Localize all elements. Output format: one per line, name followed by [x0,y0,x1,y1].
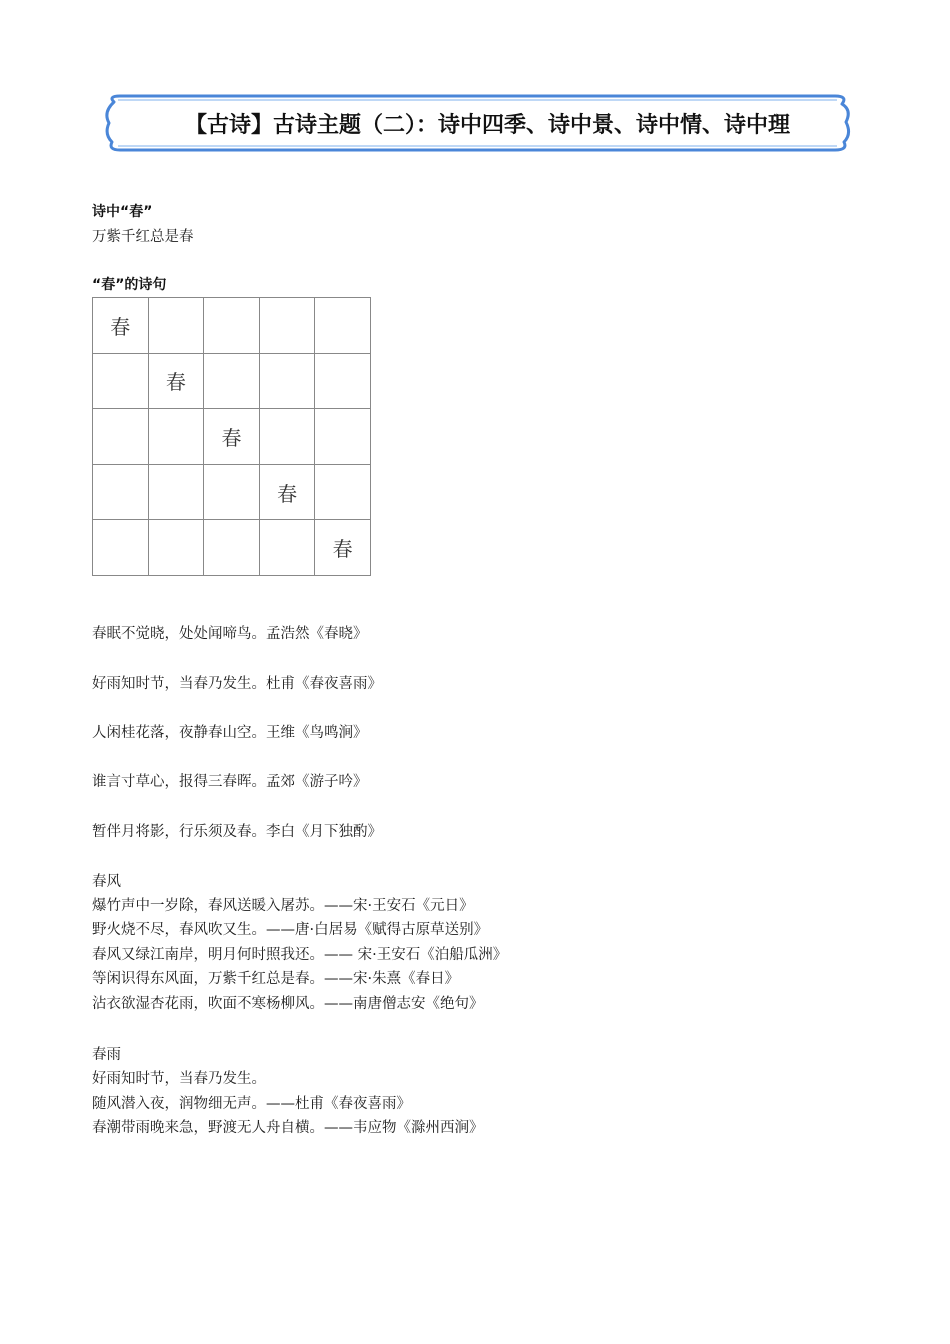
spring-wind-line: 爆竹声中一岁除，春风送暖入屠苏。——宋·王安石《元日》 [92,898,474,914]
grid-cell [260,354,316,410]
grid-cell [93,520,149,576]
grid-char: 春 [221,425,242,450]
grid-cell [260,465,316,521]
grid-cell [149,465,205,521]
grid-cell [149,354,205,410]
spring-rain-line: 随风潜入夜，润物细无声。——杜甫《春夜喜雨》 [92,1096,411,1112]
grid-cell [260,298,316,354]
grid-cell [260,520,316,576]
verse-line: 谁言寸草心，报得三春晖。孟郊《游子吟》 [92,774,368,790]
grid-cell [315,465,371,521]
grid-cell [204,465,260,521]
grid-cell [93,354,149,410]
grid-cell [149,409,205,465]
grid-cell [204,354,260,410]
grid-char: 春 [165,370,186,395]
grid-char: 春 [110,314,131,339]
grid-cell [204,409,260,465]
grid-cell [204,520,260,576]
subsection-heading-spring-rain: 春雨 [92,1047,121,1063]
title-banner [100,92,855,154]
spring-character-grid [92,297,371,576]
verse-line: 暂伴月将影，行乐须及春。李白《月下独酌》 [92,824,382,840]
grid-cell [93,409,149,465]
grid-cell [315,298,371,354]
grid-cell [93,298,149,354]
spring-wind-line: 沾衣欲湿杏花雨，吹面不寒杨柳风。——南唐僧志安《绝句》 [92,996,484,1012]
section-heading-spring-verses: “春”的诗句 [92,277,167,293]
grid-cell [315,354,371,410]
spring-rain-line: 春潮带雨晚来急，野渡无人舟自横。——韦应物《滁州西涧》 [92,1120,484,1136]
page-title: 【古诗】古诗主题（二）：诗中四季、诗中景、诗中情、诗中理 [184,112,790,138]
grid-cell [149,520,205,576]
subsection-heading-spring-wind: 春风 [92,874,121,890]
grid-cell [149,298,205,354]
section-heading-spring: 诗中“春” [92,204,153,220]
grid-char: 春 [332,537,353,562]
spring-wind-line: 春风又绿江南岸，明月何时照我还。—— 宋·王安石《泊船瓜洲》 [92,947,508,963]
grid-cell [315,520,371,576]
grid-cell [93,465,149,521]
grid-cell [204,298,260,354]
grid-char: 春 [277,481,298,506]
spring-wind-line: 野火烧不尽，春风吹又生。——唐·白居易《赋得古原草送别》 [92,922,489,938]
spring-wind-line: 等闲识得东风面，万紫千红总是春。——宋·朱熹《春日》 [92,971,460,987]
grid-cell [315,409,371,465]
verse-line: 好雨知时节，当春乃发生。杜甫《春夜喜雨》 [92,676,382,692]
section-subtitle: 万紫千红总是春 [92,229,194,245]
grid-cell [260,409,316,465]
verse-line: 春眠不觉晓，处处闻啼鸟。孟浩然《春晓》 [92,626,368,642]
spring-rain-line: 好雨知时节，当春乃发生。 [92,1071,266,1087]
verse-line: 人闲桂花落，夜静春山空。王维《鸟鸣涧》 [92,725,368,741]
